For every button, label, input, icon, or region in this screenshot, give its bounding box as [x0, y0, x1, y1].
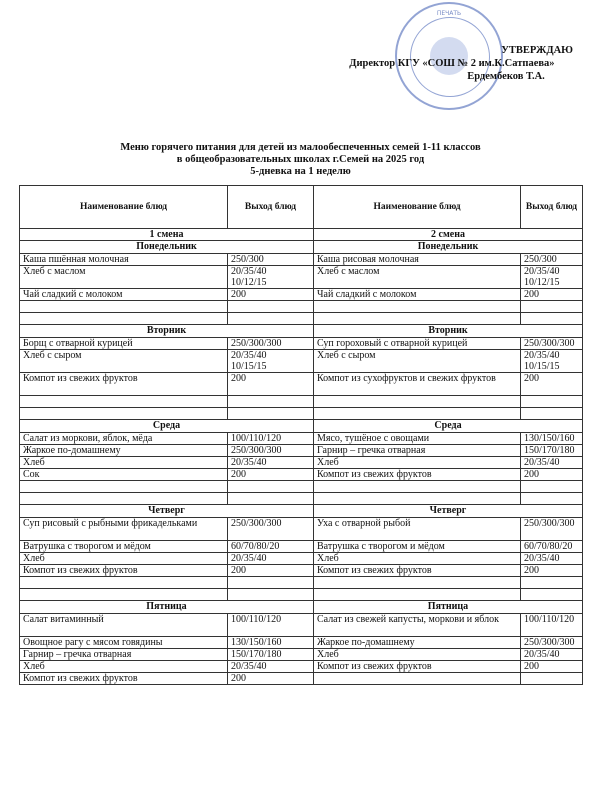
yield-2-cell: 250/300/300 [521, 338, 583, 350]
dish-1-cell: Компот из свежих фруктов [20, 673, 228, 685]
day-name: Среда [20, 420, 314, 433]
dish-1-cell: Салат витаминный [20, 614, 228, 637]
yield-1-cell: 250/300/300 [228, 518, 314, 541]
approval-title: УТВЕРЖДАЮ [501, 45, 573, 56]
empty-cell [521, 313, 583, 325]
empty-cell [20, 493, 228, 505]
document-heading [0, 142, 601, 178]
dish-1-cell: Хлеб с сыром [20, 350, 228, 373]
dish-1-cell: Хлеб [20, 661, 228, 673]
menu-row [20, 373, 583, 396]
menu-row [20, 553, 583, 565]
heading-line-1: Меню горячего питания для детей из малообеспеченных семей 1-11 классов [120, 142, 481, 153]
menu-row [20, 661, 583, 673]
empty-cell [521, 408, 583, 420]
yield-2-cell: 250/300/300 [521, 637, 583, 649]
yield-2-cell: 100/110/120 [521, 614, 583, 637]
blank-row [20, 589, 583, 601]
day-name: Пятница [314, 601, 583, 614]
empty-cell [228, 577, 314, 589]
dish-1-cell: Салат из моркови, яблок, мёда [20, 433, 228, 445]
dish-2-cell: Ватрушка с творогом и мёдом [314, 541, 521, 553]
dish-1-cell: Сок [20, 469, 228, 481]
dish-2-cell: Компот из сухофруктов и свежих фруктов [314, 373, 521, 396]
shift-2-label: 2 смена [314, 229, 583, 241]
yield-1-cell: 100/110/120 [228, 614, 314, 637]
day-header-row [20, 505, 583, 518]
dish-2-cell: Хлеб [314, 457, 521, 469]
dish-2-cell: Компот из свежих фруктов [314, 661, 521, 673]
empty-cell [314, 577, 521, 589]
yield-2-cell: 20/35/40 [521, 553, 583, 565]
empty-cell [20, 396, 228, 408]
blank-row [20, 481, 583, 493]
yield-1-cell: 250/300/300 [228, 445, 314, 457]
day-name: Четверг [20, 505, 314, 518]
menu-table [19, 185, 583, 685]
day-header-row [20, 325, 583, 338]
yield-2-cell: 200 [521, 661, 583, 673]
menu-row [20, 350, 583, 373]
dish-1-cell: Борщ с отварной курицей [20, 338, 228, 350]
yield-2-cell: 20/35/40 [521, 457, 583, 469]
header-dish-1: Наименование блюд [20, 186, 228, 229]
dish-2-cell: Салат из свежей капусты, моркови и яблок [314, 614, 521, 637]
empty-cell [521, 577, 583, 589]
yield-1-cell: 200 [228, 289, 314, 301]
empty-cell [228, 481, 314, 493]
dish-1-cell: Жаркое по-домашнему [20, 445, 228, 457]
empty-cell [521, 481, 583, 493]
dish-1-cell: Хлеб [20, 457, 228, 469]
dish-1-cell: Хлеб с маслом [20, 266, 228, 289]
yield-2-cell: 250/300 [521, 254, 583, 266]
empty-cell [228, 301, 314, 313]
day-name: Понедельник [314, 241, 583, 254]
day-header-row [20, 601, 583, 614]
menu-row [20, 541, 583, 553]
yield-2-cell: 130/150/160 [521, 433, 583, 445]
empty-cell [314, 481, 521, 493]
menu-row [20, 433, 583, 445]
empty-cell [20, 481, 228, 493]
menu-row [20, 266, 583, 289]
empty-cell [314, 301, 521, 313]
menu-row [20, 338, 583, 350]
approval-position: Директор КГУ «СОШ № 2 им.К.Сатпаева» [349, 58, 555, 69]
menu-row [20, 565, 583, 577]
empty-cell [228, 313, 314, 325]
day-header-row [20, 420, 583, 433]
yield-1-cell: 20/35/40 [228, 553, 314, 565]
menu-row [20, 254, 583, 266]
dish-1-cell: Гарнир – гречка отварная [20, 649, 228, 661]
yield-1-cell: 20/35/40 [228, 457, 314, 469]
dish-1-cell: Компот из свежих фруктов [20, 565, 228, 577]
empty-cell [521, 493, 583, 505]
yield-1-cell: 200 [228, 673, 314, 685]
yield-2-cell: 150/170/180 [521, 445, 583, 457]
empty-cell [228, 408, 314, 420]
yield-1-cell: 20/35/40 10/15/15 [228, 350, 314, 373]
menu-row [20, 445, 583, 457]
dish-2-cell: Хлеб с сыром [314, 350, 521, 373]
dish-2-cell: Каша рисовая молочная [314, 254, 521, 266]
menu-row [20, 649, 583, 661]
empty-cell [20, 301, 228, 313]
blank-row [20, 408, 583, 420]
blank-row [20, 396, 583, 408]
yield-2-cell: 200 [521, 469, 583, 481]
empty-cell [228, 589, 314, 601]
yield-2-cell: 200 [521, 565, 583, 577]
dish-2-cell: Хлеб [314, 553, 521, 565]
empty-cell [20, 589, 228, 601]
dish-1-cell: Хлеб [20, 553, 228, 565]
yield-1-cell: 200 [228, 373, 314, 396]
shift-1-label: 1 смена [20, 229, 314, 241]
menu-row [20, 457, 583, 469]
empty-cell [314, 408, 521, 420]
dish-2-cell: Уха с отварной рыбой [314, 518, 521, 541]
empty-cell [20, 577, 228, 589]
empty-cell [314, 396, 521, 408]
dish-2-cell: Суп гороховый с отварной курицей [314, 338, 521, 350]
dish-1-cell: Каша пшённая молочная [20, 254, 228, 266]
yield-1-cell: 20/35/40 [228, 661, 314, 673]
blank-row [20, 577, 583, 589]
dish-2-cell: Компот из свежих фруктов [314, 469, 521, 481]
empty-cell [314, 589, 521, 601]
dish-2-cell: Гарнир – гречка отварная [314, 445, 521, 457]
empty-cell [521, 589, 583, 601]
yield-2-cell: 20/35/40 10/15/15 [521, 350, 583, 373]
empty-cell [314, 313, 521, 325]
yield-1-cell: 130/150/160 [228, 637, 314, 649]
menu-row [20, 518, 583, 541]
dish-2-cell: Чай сладкий с молоком [314, 289, 521, 301]
yield-2-cell: 250/300/300 [521, 518, 583, 541]
stamp-text: ПЕЧАТЬ [436, 10, 462, 17]
yield-1-cell: 60/70/80/20 [228, 541, 314, 553]
empty-cell [521, 301, 583, 313]
blank-row [20, 301, 583, 313]
day-name: Вторник [314, 325, 583, 338]
dish-2-cell: Хлеб с маслом [314, 266, 521, 289]
empty-cell [20, 408, 228, 420]
yield-1-cell: 200 [228, 565, 314, 577]
blank-row [20, 493, 583, 505]
menu-row [20, 614, 583, 637]
dish-1-cell: Овощное рагу с мясом говядины [20, 637, 228, 649]
day-name: Среда [314, 420, 583, 433]
dish-1-cell: Чай сладкий с молоком [20, 289, 228, 301]
yield-2-cell: 20/35/40 10/12/15 [521, 266, 583, 289]
dish-2-cell: Жаркое по-домашнему [314, 637, 521, 649]
menu-body [20, 229, 583, 685]
day-name: Понедельник [20, 241, 314, 254]
day-header-row [20, 241, 583, 254]
empty-cell [20, 313, 228, 325]
yield-2-cell: 200 [521, 373, 583, 396]
menu-row [20, 673, 583, 685]
day-name: Пятница [20, 601, 314, 614]
menu-row [20, 637, 583, 649]
approval-name: Ердембеков Т.А. [467, 71, 545, 82]
yield-2-cell: 20/35/40 [521, 649, 583, 661]
heading-line-3: 5-дневка на 1 неделю [250, 166, 351, 177]
empty-cell [228, 396, 314, 408]
day-name: Вторник [20, 325, 314, 338]
header-dish-2: Наименование блюд [314, 186, 521, 229]
yield-1-cell: 250/300/300 [228, 338, 314, 350]
menu-row [20, 289, 583, 301]
yield-2-cell: 200 [521, 289, 583, 301]
dish-2-cell: Мясо, тушёное с овощами [314, 433, 521, 445]
empty-cell [228, 493, 314, 505]
header-yield-1: Выход блюд [228, 186, 314, 229]
approval-block [349, 44, 573, 83]
yield-1-cell: 100/110/120 [228, 433, 314, 445]
dish-1-cell: Суп рисовый с рыбными фрикадельками [20, 518, 228, 541]
dish-1-cell: Ватрушка с творогом и мёдом [20, 541, 228, 553]
empty-cell [314, 493, 521, 505]
dish-1-cell: Компот из свежих фруктов [20, 373, 228, 396]
menu-row [20, 469, 583, 481]
yield-1-cell: 150/170/180 [228, 649, 314, 661]
blank-row [20, 313, 583, 325]
yield-1-cell: 200 [228, 469, 314, 481]
yield-2-cell: 60/70/80/20 [521, 541, 583, 553]
empty-cell [521, 396, 583, 408]
yield-1-cell: 250/300 [228, 254, 314, 266]
dish-2-cell [314, 673, 521, 685]
yield-1-cell: 20/35/40 10/12/15 [228, 266, 314, 289]
day-name: Четверг [314, 505, 583, 518]
yield-2-cell [521, 673, 583, 685]
dish-2-cell: Хлеб [314, 649, 521, 661]
heading-line-2: в общеобразовательных школах г.Семей на 2025 год [176, 154, 425, 165]
header-yield-2: Выход блюд [521, 186, 583, 229]
dish-2-cell: Компот из свежих фруктов [314, 565, 521, 577]
